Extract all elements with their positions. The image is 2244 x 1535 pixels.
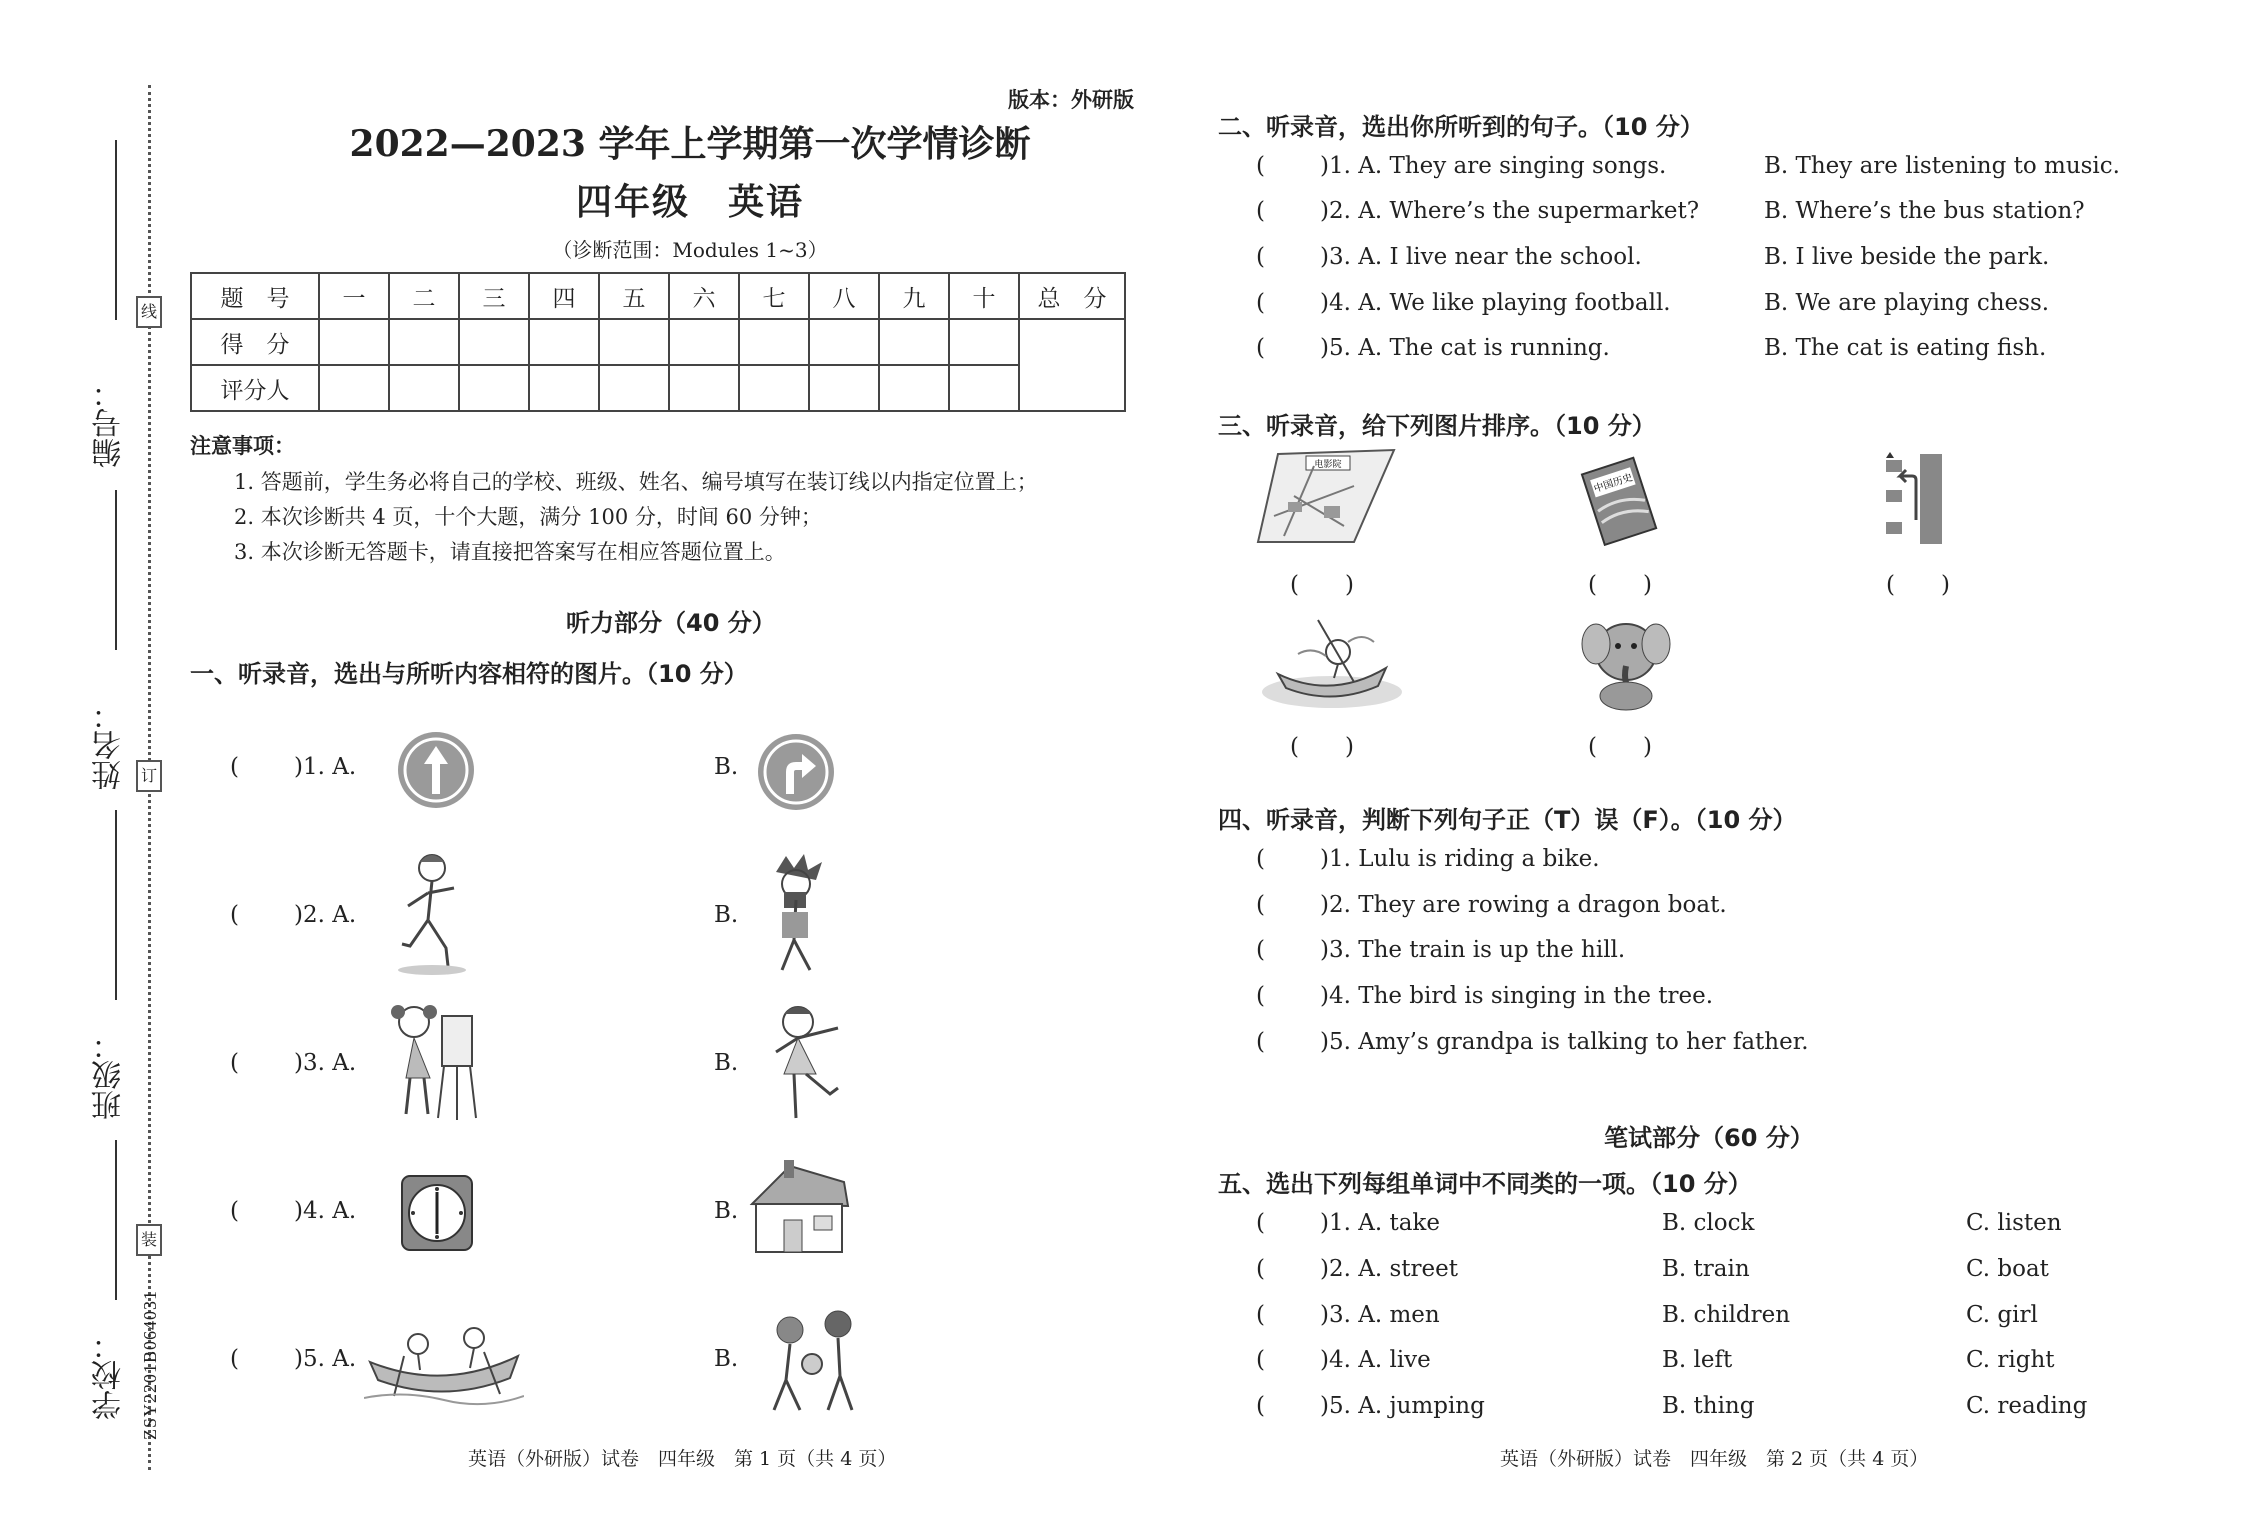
section1-title: 一、听录音，选出与所听内容相符的图片。（10 分） — [190, 660, 748, 688]
answer-paren[interactable]: ( — [1256, 983, 1265, 1009]
section5-title: 五、选出下列每组单词中不同类的一项。（10 分） — [1218, 1170, 1752, 1198]
answer-paren[interactable]: ( — [1256, 1302, 1265, 1328]
book-title: 中国历史 — [1592, 472, 1635, 496]
note-item: 3. 本次诊断无答题卡，请直接把答案写在相应答题位置上。 — [234, 540, 786, 564]
score-cell[interactable] — [949, 319, 1019, 365]
score-col-header: 六 — [669, 273, 739, 319]
answer-paren[interactable]: ( ) — [1290, 572, 1354, 598]
score-cell[interactable] — [669, 319, 739, 365]
map-label: 电影院 — [1314, 460, 1342, 470]
question-number: )5. A. — [294, 1346, 357, 1372]
answer-paren[interactable]: ( ) — [1290, 734, 1354, 760]
dragon-boat-icon — [364, 1316, 524, 1406]
binding-label-number: 编号： — [92, 378, 127, 468]
option-b: B. train — [1662, 1256, 1750, 1282]
page-subtitle: 四年级 英语 — [575, 182, 804, 223]
option-b: B. clock — [1662, 1210, 1755, 1236]
option-c: C. listen — [1966, 1210, 2062, 1236]
answer-paren[interactable]: ( — [230, 1050, 239, 1076]
score-cell[interactable] — [809, 319, 879, 365]
notes-title: 注意事项： — [190, 434, 295, 458]
answer-paren[interactable]: ( ) — [1886, 572, 1950, 598]
answer-paren[interactable]: ( — [1256, 1256, 1265, 1282]
grader-cell[interactable] — [949, 365, 1019, 411]
section3-title: 三、听录音，给下列图片排序。（10 分） — [1218, 412, 1656, 440]
option-b-label: B. — [714, 902, 739, 928]
girl-dancing-icon — [746, 998, 856, 1130]
grader-cell[interactable] — [389, 365, 459, 411]
binding-line — [115, 490, 117, 650]
option-b: B. They are listening to music. — [1764, 153, 2120, 179]
answer-paren[interactable]: ( — [1256, 1347, 1265, 1373]
statement: )5. Amy’s grandpa is talking to her father. — [1320, 1029, 1809, 1055]
option-b: B. I live beside the park. — [1764, 244, 2050, 270]
option-b-label: B. — [714, 1346, 739, 1372]
question-number: )3. A. — [294, 1050, 357, 1076]
score-col-header: 十 — [949, 273, 1019, 319]
grader-cell[interactable] — [879, 365, 949, 411]
option-a: )2. A. Where’s the supermarket? — [1320, 198, 1700, 224]
page1-footer: 英语（外研版）试卷 四年级 第 1 页（共 4 页） — [468, 1448, 897, 1470]
score-cell[interactable] — [319, 319, 389, 365]
option-a: )5. A. The cat is running. — [1320, 335, 1610, 361]
answer-paren[interactable]: ( — [230, 1198, 239, 1224]
option-b: B. We are playing chess. — [1764, 290, 2050, 316]
option-a: )4. A. live — [1320, 1347, 1431, 1373]
grader-cell[interactable] — [669, 365, 739, 411]
score-row-header: 题 号 — [191, 273, 319, 319]
score-col-header: 七 — [739, 273, 809, 319]
score-cell[interactable] — [599, 319, 669, 365]
paper-code: ZSY2201B064031 — [140, 1290, 160, 1441]
option-b: B. Where’s the bus station? — [1764, 198, 2085, 224]
option-c: C. reading — [1966, 1393, 2088, 1419]
binding-mark-install: 装 — [136, 1224, 162, 1256]
score-row-header: 评分人 — [191, 365, 319, 411]
score-table — [190, 272, 1126, 412]
option-b: B. The cat is eating fish. — [1764, 335, 2047, 361]
score-cell[interactable] — [529, 319, 599, 365]
option-b: B. children — [1662, 1302, 1791, 1328]
binding-label-class: 班级： — [92, 1030, 127, 1120]
score-col-header: 四 — [529, 273, 599, 319]
note-item: 1. 答题前，学生务必将自己的学校、班级、姓名、编号填写在装订线以内指定位置上； — [234, 470, 1038, 494]
score-col-header: 一 — [319, 273, 389, 319]
girl-running-icon — [388, 848, 478, 978]
option-b-label: B. — [714, 1198, 739, 1224]
question-number: )2. A. — [294, 902, 357, 928]
option-a: )4. A. We like playing football. — [1320, 290, 1671, 316]
option-a: )1. A. They are singing songs. — [1320, 153, 1667, 179]
grader-cell[interactable] — [529, 365, 599, 411]
statement: )1. Lulu is riding a bike. — [1320, 846, 1600, 872]
elephant-icon — [1576, 606, 1676, 716]
note-item: 2. 本次诊断共 4 页，十个大题，满分 100 分，时间 60 分钟； — [234, 505, 822, 529]
score-total-header: 总 分 — [1019, 273, 1125, 319]
answer-paren[interactable]: ( — [1256, 1029, 1265, 1055]
score-col-header: 五 — [599, 273, 669, 319]
binding-line — [115, 810, 117, 1000]
grader-cell[interactable] — [739, 365, 809, 411]
binding-mark-line: 线 — [136, 296, 162, 328]
option-a: )5. A. jumping — [1320, 1393, 1485, 1419]
page2-footer: 英语（外研版）试卷 四年级 第 2 页（共 4 页） — [1500, 1448, 1929, 1470]
scope-note: （诊断范围：Modules 1~3） — [552, 238, 828, 262]
option-b-label: B. — [714, 754, 739, 780]
written-part-title: 笔试部分（60 分） — [1604, 1124, 1814, 1152]
history-book-icon — [1580, 456, 1660, 546]
statement: )4. The bird is singing in the tree. — [1320, 983, 1714, 1009]
girl-drawing-icon — [384, 998, 484, 1130]
answer-paren[interactable]: ( — [1256, 290, 1265, 316]
answer-paren[interactable]: ( — [230, 754, 239, 780]
turn-left-sign-icon — [1872, 450, 1952, 546]
question-number: )4. A. — [294, 1198, 357, 1224]
option-c: C. boat — [1966, 1256, 2049, 1282]
grader-cell[interactable] — [809, 365, 879, 411]
map-icon — [1254, 446, 1402, 546]
answer-paren[interactable]: ( ) — [1588, 572, 1652, 598]
question-number: )1. A. — [294, 754, 357, 780]
score-cell[interactable] — [879, 319, 949, 365]
score-col-header: 九 — [879, 273, 949, 319]
answer-paren[interactable]: ( — [1256, 244, 1265, 270]
score-row-header: 得 分 — [191, 319, 319, 365]
answer-paren[interactable]: ( — [1256, 198, 1265, 224]
answer-paren[interactable]: ( — [1256, 1210, 1265, 1236]
score-col-header: 三 — [459, 273, 529, 319]
statement: )2. They are rowing a dragon boat. — [1320, 892, 1727, 918]
answer-paren[interactable]: ( — [1256, 892, 1265, 918]
answer-paren[interactable]: ( — [230, 902, 239, 928]
option-b: B. left — [1662, 1347, 1733, 1373]
option-a: )1. A. take — [1320, 1210, 1440, 1236]
clock-icon — [400, 1174, 474, 1252]
answer-paren[interactable]: ( — [1256, 1393, 1265, 1419]
score-cell[interactable] — [459, 319, 529, 365]
score-col-header: 八 — [809, 273, 879, 319]
binding-line — [115, 1140, 117, 1300]
listening-part-title: 听力部分（40 分） — [566, 609, 776, 637]
answer-paren[interactable]: ( — [1256, 153, 1265, 179]
binding-line — [115, 140, 117, 320]
grader-cell[interactable] — [599, 365, 669, 411]
boy-taking-photo-icon — [756, 852, 836, 980]
boat-on-water-icon — [1258, 612, 1406, 712]
score-cell[interactable] — [739, 319, 809, 365]
arrow-up-sign-icon — [396, 730, 476, 810]
page-title: 2022—2023 学年上学期第一次学情诊断 — [349, 123, 1031, 165]
binding-mark-bind: 订 — [136, 760, 162, 792]
option-c: C. girl — [1966, 1302, 2038, 1328]
answer-paren[interactable]: ( — [1256, 335, 1265, 361]
binding-label-school: 学校： — [92, 1330, 127, 1420]
section4-title: 四、听录音，判断下列句子正（T）误（F）。（10 分） — [1218, 806, 1797, 834]
option-c: C. right — [1966, 1347, 2055, 1373]
option-b-label: B. — [714, 1050, 739, 1076]
option-a: )3. A. I live near the school. — [1320, 244, 1642, 270]
statement: )3. The train is up the hill. — [1320, 937, 1626, 963]
option-b: B. thing — [1662, 1393, 1755, 1419]
option-a: )3. A. men — [1320, 1302, 1440, 1328]
house-icon — [744, 1158, 854, 1258]
edition-label: 版本：外研版 — [1008, 88, 1134, 112]
grader-cell[interactable] — [459, 365, 529, 411]
answer-paren[interactable]: ( — [1256, 937, 1265, 963]
score-total-cell[interactable] — [1019, 319, 1125, 411]
answer-paren[interactable]: ( — [230, 1346, 239, 1372]
score-col-header: 二 — [389, 273, 459, 319]
turn-right-sign-icon — [756, 732, 836, 812]
option-a: )2. A. street — [1320, 1256, 1458, 1282]
binding-label-name: 姓名： — [92, 700, 127, 790]
answer-paren[interactable]: ( — [1256, 846, 1265, 872]
kids-basketball-icon — [752, 1306, 876, 1418]
answer-paren[interactable]: ( ) — [1588, 734, 1652, 760]
score-cell[interactable] — [389, 319, 459, 365]
section2-title: 二、听录音，选出你所听到的句子。（10 分） — [1218, 113, 1704, 141]
grader-cell[interactable] — [319, 365, 389, 411]
